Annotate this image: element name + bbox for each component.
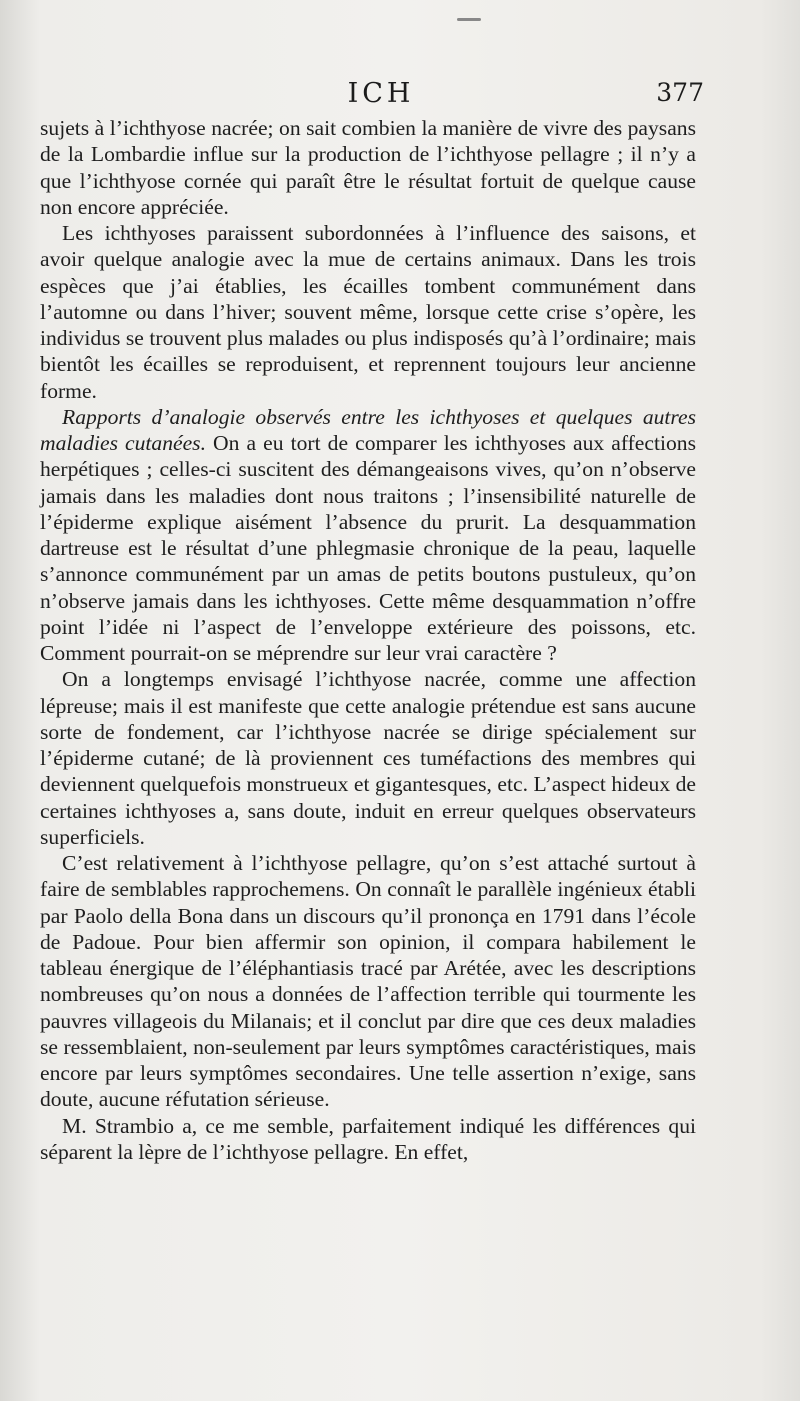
paragraph bbox=[40, 1113, 696, 1166]
paragraph-text: On a longtemps envisagé l’ichthyose nacrée, comme une affection lépreuse; mais il est manifeste que cette analogie prétendue est sans aucune sorte de fondement, car l’ichthyose nacrée se dirige spécialement sur l’épiderme cutané; de là proviennent ces tuméfactions des membres qui deviennent quelquefois monstrueux et gigantesques, etc. L’aspect hideux de certaines ichthyoses a, sans doute, induit en erreur quelques observateurs superficiels. bbox=[40, 667, 696, 849]
paragraph bbox=[40, 404, 696, 667]
page-header bbox=[62, 78, 704, 114]
body-text bbox=[40, 115, 696, 1165]
section-heading-italic: Rapports d’analogie observés entre les ichthyoses et quelques autres maladies cutanées. bbox=[40, 404, 696, 455]
paragraph-text: M. Strambio a, ce me semble, parfaitement indiqué les différences qui séparent la lèpre de l’ichthyose pellagre. En effet, bbox=[40, 1113, 696, 1164]
paragraph bbox=[40, 220, 696, 404]
page-number: 377 bbox=[656, 78, 704, 107]
paragraph bbox=[40, 115, 696, 220]
paragraph-text: Les ichthyoses paraissent subordonnées à l’influence des saisons, et avoir quelque analogie avec la mue de certains animaux. Dans les trois espèces que j’ai établies, les écailles tombent communément dans l’automne ou dans l’hiver; souvent même, lorsque cette crise s’opère, les individus se trouvent plus malades ou plus indisposés qu’à l’ordinaire; mais bientôt les écailles se reproduisent, et reprennent toujours leur ancienne forme. bbox=[40, 221, 696, 403]
paragraph-text: sujets à l’ichthyose nacrée; on sait combien la manière de vivre des paysans de la Lombardie influe sur la production de l’ichthyose pellagre ; il n’y a que l’ichthyose cornée qui paraît être le résultat fortuit de quelque cause non encore appréciée. bbox=[40, 116, 696, 219]
paragraph-text: C’est relativement à l’ichthyose pellagre, qu’on s’est attaché surtout à faire de semblables rapprochemens. On connaît le parallèle ingénieux établi par Paolo della Bona dans un discours qu’il prononça en 1791 dans l’école de Padoue. Pour bien affermir son opinion, il compara habilement le tableau énergique de l’éléphantiasis tracé par Arétée, avec les descriptions nombreuses qu’on nous a données de l’affection terrible qui tourmente les pauvres villageois du Milanais; et il conclut par dire que ces deux maladies se ressemblaient, non-seulement par leurs symptômes caractéristiques, mais encore par leurs symptômes secondaires. Une telle assertion n’exige, sans doute, aucune réfutation sérieuse. bbox=[40, 851, 696, 1112]
paragraph bbox=[40, 666, 696, 850]
running-head: ICH bbox=[347, 78, 415, 109]
paragraph bbox=[40, 850, 696, 1113]
paragraph-text: On a eu tort de comparer les ichthyoses aux affections herpétiques ; celles-ci suscitent des démangeaisons vives, qu’on n’observe jamais dans les maladies dont nous traitons ; l’insensibilité naturelle de l’épiderme explique aisément l’absence du prurit. La desquammation dartreuse est le résultat d’une phlegmasie chronique de la peau, laquelle s’annonce communément par un amas de petits boutons pustuleux, qu’on n’observe jamais dans les ichthyoses. Cette même desquammation n’offre point l’idée ni l’aspect de l’enveloppe extérieure des poissons, etc. Comment pourrait-on se méprendre sur leur vrai caractère ? bbox=[40, 431, 696, 665]
print-mark bbox=[457, 18, 481, 21]
